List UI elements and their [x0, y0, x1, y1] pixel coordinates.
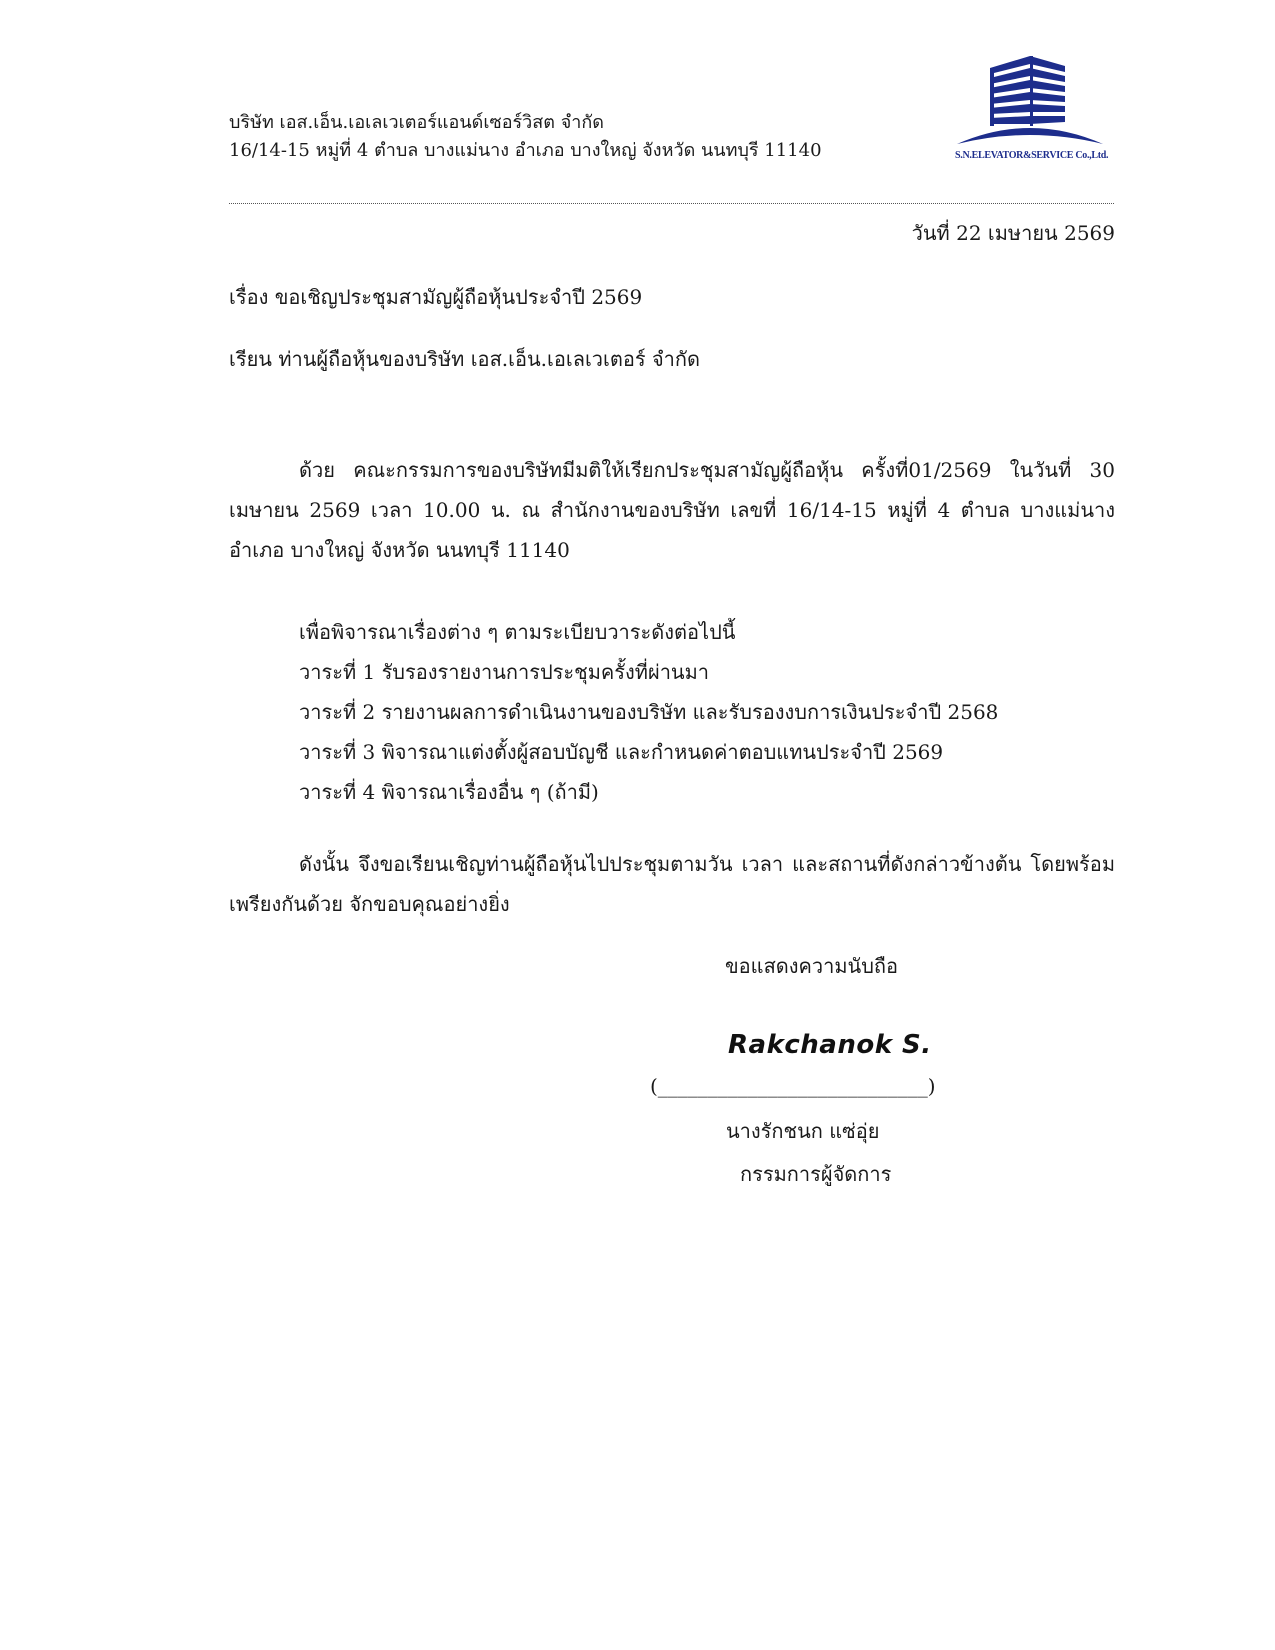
handwritten-signature: Rakchanok S.	[728, 1030, 932, 1060]
company-name: บริษัท เอส.เอ็น.เอเลเวเตอร์แอนด์เซอร์วิสต จำกัด	[229, 112, 604, 133]
letter-salutation: เรียน ท่านผู้ถือหุ้นของบริษัท เอส.เอ็น.เอเลเวเตอร์ จำกัด	[229, 347, 700, 371]
letter-closing: ดังนั้น จึงขอเรียนเชิญท่านผู้ถือหุ้นไปประชุมตามวัน เวลา และสถานที่ดังกล่าวข้างต้น โดยพร้อมเพรียงกันด้วย จักขอบคุณอย่างยิ่ง	[229, 852, 1115, 916]
letter-regards: ขอแสดงความนับถือ	[725, 954, 899, 978]
company-logo	[955, 52, 1109, 167]
signer-title: กรรมการผู้จัดการ	[740, 1162, 892, 1186]
agenda-intro: เพื่อพิจารณาเรื่องต่าง ๆ ตามระเบียบวาระดังต่อไปนี้	[299, 620, 736, 644]
agenda-item: วาระที่ 3 พิจารณาแต่งตั้งผู้สอบบัญชี และกำหนดค่าตอบแทนประจำปี 2569	[299, 740, 944, 764]
agenda-item: วาระที่ 1 รับรองรายงานการประชุมครั้งที่ผ่านมา	[299, 660, 710, 684]
letter-body: ด้วย คณะกรรมการของบริษัทมีมติให้เรียกประชุมสามัญผู้ถือหุ้น ครั้งที่01/2569 ในวันที่ 30 เมษายน 2569 เวลา 10.00 น. ณ สำนักงานของบริษัท เลขที่ 16/14-15 หมู่ที่ 4 ตำบล บางแม่นาง อำเภอ บางใหญ่ จังหวัด นนทบุรี 11140	[229, 458, 1115, 562]
letter-subject: เรื่อง ขอเชิญประชุมสามัญผู้ถือหุ้นประจำปี 2569	[229, 285, 643, 309]
logo-caption: S.N.ELEVATOR&SERVICE Co.,Ltd.	[955, 150, 1109, 161]
agenda-item: วาระที่ 2 รายงานผลการดำเนินงานของบริษัท และรับรองงบการเงินประจำปี 2568	[299, 700, 999, 724]
signer-name: นางรักชนก แซ่อุ่ย	[726, 1119, 880, 1143]
signature-line: (___________________________)	[650, 1074, 936, 1098]
company-address: 16/14-15 หมู่ที่ 4 ตำบล บางแม่นาง อำเภอ บางใหญ่ จังหวัด นนทบุรี 11140	[229, 140, 822, 161]
agenda-item: วาระที่ 4 พิจารณาเรื่องอื่น ๆ (ถ้ามี)	[299, 780, 599, 804]
agenda-list	[299, 612, 1099, 812]
header-divider	[229, 203, 1114, 204]
letter-date: วันที่ 22 เมษายน 2569	[911, 221, 1115, 245]
building-logo-icon	[955, 52, 1105, 152]
